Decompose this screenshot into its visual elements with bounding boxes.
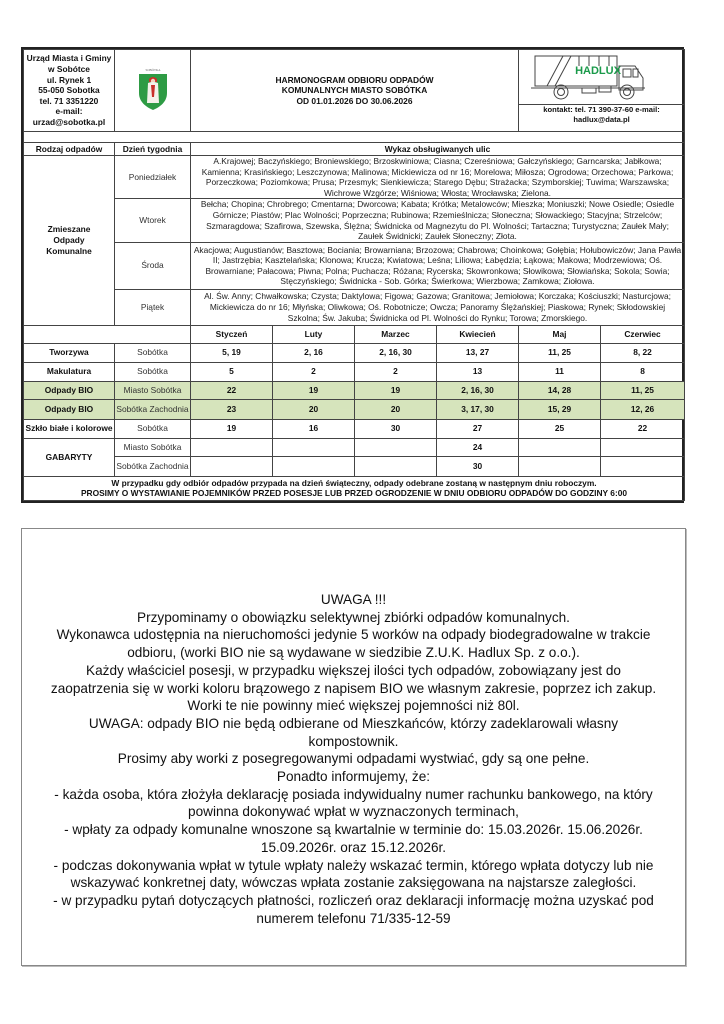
pickup-dates: 16: [273, 419, 355, 438]
bin-placement-note: PROSIMY O WYSTAWIANIE POJEMNIKÓW PRZED POSESJE LUB PRZED OGRODZENIE W DNIU ODBIORU ODPADÓW DO GODZINY 6:00: [80, 488, 628, 499]
notice-line: - każda osoba, która złożyła deklarację posiada indywidualny numer rachunku bankowego, na który: [54, 786, 653, 802]
notice-line: - podczas dokonywania wpłat w tytule wpłaty należy wskazać termin, którego wpłata dotyczy lub nie: [53, 857, 654, 873]
pickup-dates: 19: [355, 381, 437, 399]
street-list: Bełcha; Chopina; Chrobrego; Cmentarna; Dworcowa; Kabata; Krótka; Metalowców; Mieszka; Moniuszki; Nowe Osiedle; Osiedle Górnicze; Piastów; Plac Wolności; Poprzeczna; Rubinowa; Rzemieślnicza; Słoneczna; Słowackiego; Stacyjna; Strzelców; Szmaragdowa; Szafirowa, Szewska, Ślężna; Świdnicka od Magnezytu do Pl. Wolności; Tartaczna; Turystyczna; Zaułek Mały; Zaułek Świdnicki; Zaułek Słoneczny; Złota.: [191, 199, 685, 242]
notice-box: [21, 528, 686, 966]
pickup-dates: 12, 26: [601, 399, 685, 419]
notice-line: - w przypadku pytań dotyczących płatności, rozliczeń oraz deklaracji informację można uzyskać pod: [53, 892, 654, 908]
title-dates: OD 01.01.2026 DO 30.06.2026: [296, 95, 413, 106]
mixed-row-tuesday: [24, 199, 685, 242]
empty-corner: [24, 325, 191, 343]
mixed-label-line: Odpady: [53, 235, 85, 246]
area: Sobótka Zachodnia: [115, 456, 191, 476]
svg-text:HADLUX: HADLUX: [574, 65, 621, 77]
mixed-row-wednesday: [24, 242, 685, 289]
month-header: Luty: [273, 325, 355, 343]
pickup-dates: [191, 456, 273, 476]
org-postcode: 55-050 Sobotka: [38, 85, 100, 96]
col-header-waste-type: Rodzaj odpadów: [24, 143, 115, 156]
pickup-dates: 8, 22: [601, 343, 685, 362]
table-row-bulky-town: [24, 438, 685, 456]
table-row-bulky-west: [24, 456, 685, 476]
garbage-truck-logo-icon: [527, 52, 677, 102]
pickup-dates: 11: [519, 362, 601, 381]
pickup-dates: 2, 16: [273, 343, 355, 362]
pickup-dates: 2: [273, 362, 355, 381]
waste-type: Odpady BIO: [24, 381, 115, 399]
pickup-dates: [519, 438, 601, 456]
mixed-label-line: Komunalne: [46, 245, 92, 256]
notice-line: numerem telefonu 71/335-12-59: [256, 910, 451, 926]
notice-text: [22, 591, 685, 927]
pickup-dates: 20: [273, 399, 355, 419]
pickup-dates: 11, 25: [519, 343, 601, 362]
month-header: Styczeń: [191, 325, 273, 343]
area: Sobótka: [115, 362, 191, 381]
month-header: Maj: [519, 325, 601, 343]
mixed-label-line: Zmieszane: [47, 224, 91, 235]
notice-line: kompostownik.: [308, 733, 399, 749]
pickup-dates: [191, 438, 273, 456]
pickup-dates: 2, 16, 30: [355, 343, 437, 362]
pickup-dates: 8: [601, 362, 685, 381]
notice-line: Ponadto informujemy, że:: [276, 769, 431, 785]
notice-line: zaopatrzenia się w worki koloru brązowego z napisem BIO we własnym zakresie, poprzez ich zakup.: [50, 680, 657, 696]
area: Sobótka: [115, 419, 191, 438]
org-name-2: w Sobótce: [48, 64, 90, 75]
notice-line: Każdy właściciel posesji, w przypadku większej ilości tych odpadów, zobowiązany jest do: [86, 662, 621, 678]
notice-line: Prosimy aby worki z posegregowanymi odpadami wystwiać, gdy są one pełne.: [117, 751, 590, 767]
org-street: ul. Rynek 1: [46, 74, 92, 85]
waste-type: Tworzywa: [24, 343, 115, 362]
collection-schedule: [21, 47, 684, 503]
pickup-dates: 22: [601, 419, 685, 438]
table-row-bio-town: [24, 381, 685, 399]
pickup-dates: 2: [355, 362, 437, 381]
notice-line: - wpłaty za odpady komunalne wnoszone są kwartalnie w terminie do: 15.03.2026r. 15.06.2026r.: [64, 822, 643, 838]
pickup-dates: 2, 16, 30: [437, 381, 519, 399]
street-list: A.Krajowej; Baczyńskiego; Broniewskiego; Brzoskwiniowa; Ciasna; Czereśniowa; Gałczyńskiego; Garncarska; Jabłkowa; Kamienna; Krasińskiego; Leszczynowa; Malinowa; Mickiewicza od nr 16; Morelowa; Miłosza; Ogrodowa; Orzechowa; Parkowa; Porzeczkowa; Poziomkowa; Prusa; Przesmyk; Sienkiewicza; Starego Dębu; Strażacka; Szymborskiej; Tuwima; Warszawska; Wichrowe Wzgórze; Wiśniowa; Włosta; Wrocławska; Zielona.: [191, 156, 685, 199]
area: Sobótka Zachodnia: [115, 399, 191, 419]
notice-line: Wykonawca udostępnia na nieruchomości jedynie 5 worków na odpady biodegradowalne w trakcie: [56, 627, 651, 643]
title-line-2: KOMUNALNYCH MIASTO SOBÓTKA: [281, 85, 428, 96]
company-email: hadlux@data.pl: [573, 115, 630, 124]
area: Sobótka: [115, 343, 191, 362]
waste-type-bulky: GABARYTY: [24, 438, 115, 476]
street-list: Akacjowa; Augustianów; Basztowa; Bociania; Browarniana; Brzozowa; Chabrowa; Choinkowa; Gołębia; Hołubowiczów; Jana Pawła II; Jastrzębia; Kasztelańska; Klonowa; Krucza; Kwiatowa; Leśna; Liliowa; Łabędzia; Łąkowa; Makowa; Modrzewiowa; Oś. Browarniane; Pałacowa; Piwna; Polna; Puchacza; Różana; Rycerska; Skowronkowa; Słowikowa; Słowiańska; Sokola; Sowia; Stęczyńskiego; Świdnicka - Sob. Górka; Świerkowa; Wierzbowa; Zamkowa; Ziołowa.: [191, 242, 685, 289]
table-row-plastics: [24, 343, 685, 362]
schedule-notes: [24, 476, 685, 500]
mixed-row-friday: [24, 289, 685, 325]
waste-type: Makulatura: [24, 362, 115, 381]
street-list: Al. Św. Anny; Chwałkowska; Czysta; Daktylowa; Figowa; Gazowa; Granitowa; Jemiołowa; Korczaka; Kościuszki; Nasturcjowa; Mickiewicza do nr 16; Młyńska; Oliwkowa; Oś. Robotnicze; Owcza; Panoramy Ślężańskiej; Piaskowa; Rynek; Skłodowskiej Szkolna; Św. Jakuba; Świdnicka od Pl. Wolności do Rynku; Torowa; Zmorskiego.: [191, 289, 685, 325]
pickup-dates: [355, 456, 437, 476]
notice-line: odbioru, (worki BIO nie są wydawane w siedzibie Z.U.K. Hadlux Sp. z o.o.).: [127, 645, 580, 661]
org-name: Urząd Miasta i Gminy: [26, 53, 112, 64]
org-email-label: e-mail:: [55, 106, 83, 117]
pickup-dates: 13, 27: [437, 343, 519, 362]
svg-text:SOBÓTKA: SOBÓTKA: [144, 68, 161, 73]
org-phone: tel. 71 3351220: [39, 95, 99, 106]
coat-of-arms-icon: [136, 67, 170, 111]
pickup-dates: 5: [191, 362, 273, 381]
schedule-title: [191, 50, 519, 132]
company-phone: kontakt: tel. 71 390-37-60 e-mail:: [543, 105, 660, 114]
holiday-note: W przypadku gdy odbiór odpadów przypada na dzień świąteczny, odpady odebrane zostaną w następnym dniu roboczym.: [111, 477, 597, 488]
table-row-paper: [24, 362, 685, 381]
spacer-row: [24, 132, 685, 143]
pickup-dates: 22: [191, 381, 273, 399]
crest-cell: [115, 50, 191, 132]
area: Miasto Sobótka: [115, 381, 191, 399]
pickup-dates: 15, 29: [519, 399, 601, 419]
pickup-dates: [601, 438, 685, 456]
pickup-dates: 19: [191, 419, 273, 438]
notice-heading: UWAGA !!!: [320, 592, 387, 607]
notes-row: [24, 476, 685, 500]
mixed-row-monday: [24, 156, 685, 199]
month-header: Kwiecień: [437, 325, 519, 343]
pickup-dates: 20: [355, 399, 437, 419]
company-contact: [519, 104, 684, 125]
org-email: urzad@sobotka.pl: [32, 116, 106, 127]
table-row-bio-west: [24, 399, 685, 419]
mixed-waste-label: [24, 156, 115, 326]
weekday-label: Piątek: [115, 289, 191, 325]
pickup-dates: [273, 438, 355, 456]
notice-line: Worki te nie powinny mieć większej pojemności niż 80l.: [187, 698, 520, 714]
pickup-dates: 30: [355, 419, 437, 438]
waste-type: Odpady BIO: [24, 399, 115, 419]
months-header-row: [24, 325, 685, 343]
pickup-dates: [601, 456, 685, 476]
pickup-dates: 14, 28: [519, 381, 601, 399]
col-header-streets: Wykaz obsługiwanych ulic: [191, 143, 685, 156]
month-header: Marzec: [355, 325, 437, 343]
weekday-label: Wtorek: [115, 199, 191, 242]
municipal-office-info: [24, 50, 115, 132]
pickup-dates: 3, 17, 30: [437, 399, 519, 419]
notice-line: wskazywać konkretnej daty, wówczas wpłata zostanie zaksięgowana na najstarsze zaległości.: [70, 875, 637, 891]
waste-type: Szkło białe i kolorowe: [24, 419, 115, 438]
month-header: Czerwiec: [601, 325, 685, 343]
pickup-dates: [273, 456, 355, 476]
pickup-dates: 11, 25: [601, 381, 685, 399]
company-cell: [519, 50, 685, 132]
notice-line: powinna dokonywać wpłat w wyznaczonych terminach,: [188, 804, 519, 820]
weekday-label: Środa: [115, 242, 191, 289]
table-row-glass: [24, 419, 685, 438]
weekday-label: Poniedziałek: [115, 156, 191, 199]
pickup-dates: 25: [519, 419, 601, 438]
pickup-dates: 13: [437, 362, 519, 381]
pickup-dates: 27: [437, 419, 519, 438]
pickup-dates: [355, 438, 437, 456]
title-line-1: HARMONOGRAM ODBIORU ODPADÓW: [275, 74, 434, 85]
notice-line: 15.09.2026r. oraz 15.12.2026r.: [260, 839, 447, 855]
pickup-dates: 5, 19: [191, 343, 273, 362]
pickup-dates: [519, 456, 601, 476]
pickup-dates: 24: [437, 438, 519, 456]
col-header-weekday: Dzień tygodnia: [115, 143, 191, 156]
area: Miasto Sobótka: [115, 438, 191, 456]
notice-line: UWAGA: odpady BIO nie będą odbierane od Mieszkańców, którzy zadeklarowali własny: [88, 715, 619, 731]
schedule-table: [23, 49, 685, 501]
pickup-dates: 23: [191, 399, 273, 419]
pickup-dates: 30: [437, 456, 519, 476]
notice-line: Przypominamy o obowiązku selektywnej zbiórki odpadów komunalnych.: [137, 609, 570, 625]
pickup-dates: 19: [273, 381, 355, 399]
